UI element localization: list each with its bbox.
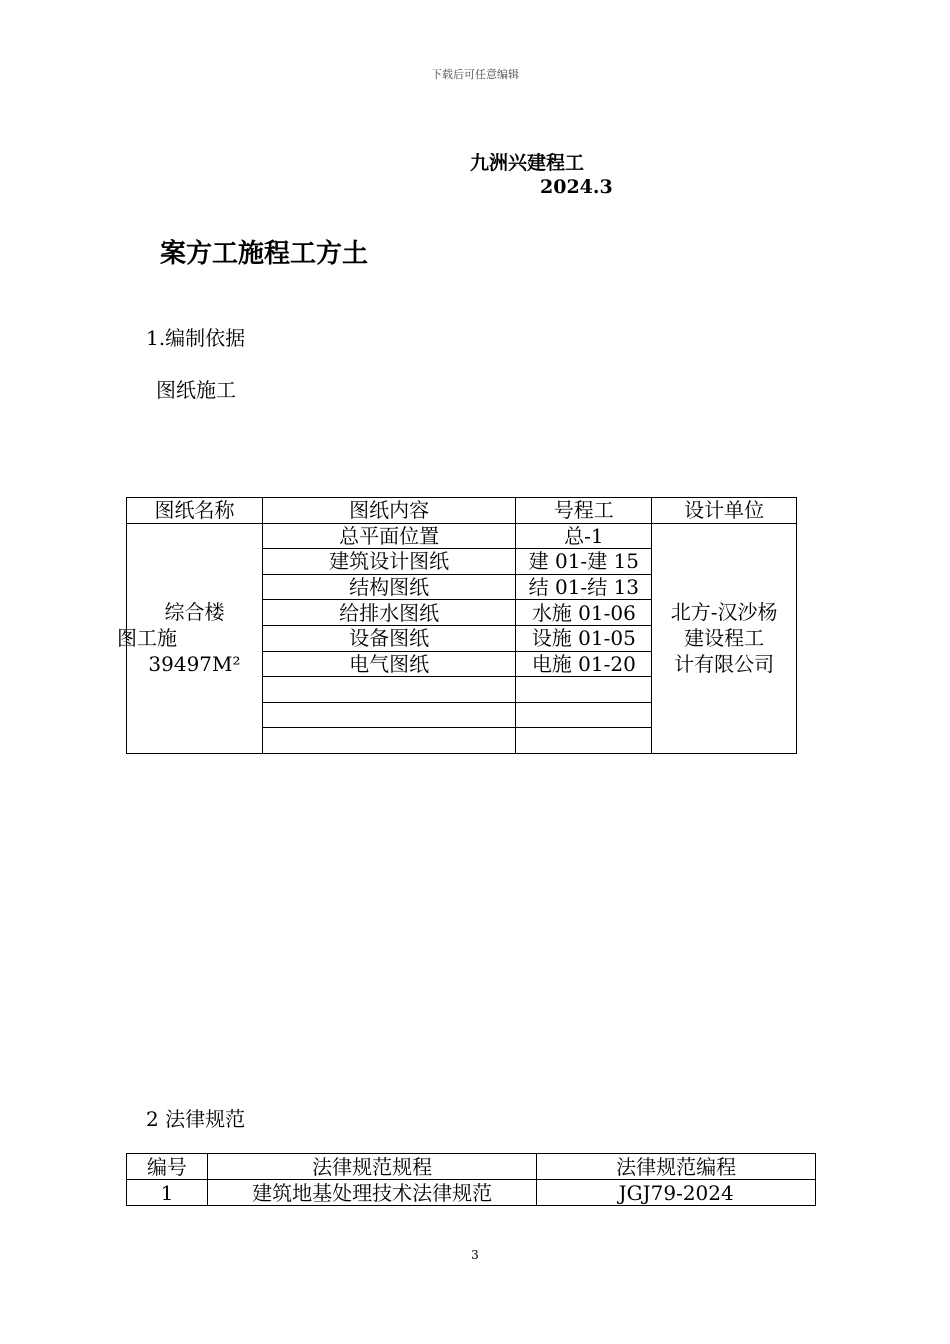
section1-subheading: 图纸施工 bbox=[156, 378, 236, 402]
drawing-area: 39497M² bbox=[148, 652, 241, 677]
page-number: 3 bbox=[471, 1248, 479, 1262]
drawing-number: 电施 01-20 bbox=[516, 651, 652, 677]
drawing-content: 结构图纸 bbox=[262, 574, 516, 600]
drawing-content: 建筑设计图纸 bbox=[262, 549, 516, 575]
drawing-number: 设施 01-05 bbox=[516, 625, 652, 651]
header-cell: 图纸内容 bbox=[262, 498, 516, 524]
document-date: 2024.3 bbox=[540, 176, 613, 198]
design-unit-cell bbox=[652, 523, 797, 753]
regulations-table bbox=[126, 1153, 816, 1206]
drawing-name-cell bbox=[117, 523, 263, 753]
drawing-number bbox=[516, 677, 652, 703]
drawing-number: 水施 01-06 bbox=[516, 600, 652, 626]
document-title: 案方工施程工方土 bbox=[160, 239, 369, 269]
drawing-number bbox=[516, 728, 652, 754]
regulation-index: 1 bbox=[127, 1180, 208, 1206]
header-note: 下载后可任意编辑 bbox=[431, 68, 519, 81]
design-unit-line: 北方-汉沙杨 bbox=[670, 600, 778, 625]
drawing-name-line: 综合楼 bbox=[164, 600, 225, 625]
drawing-content bbox=[262, 677, 516, 703]
drawings-table bbox=[117, 497, 797, 754]
header-cell: 编号 bbox=[127, 1154, 208, 1180]
header-cell: 法律规范编程 bbox=[537, 1154, 816, 1180]
regulation-name: 建筑地基处理技术法律规范 bbox=[207, 1180, 536, 1206]
drawing-content bbox=[262, 728, 516, 754]
drawing-content: 总平面位置 bbox=[262, 523, 516, 549]
drawing-content: 给排水图纸 bbox=[262, 600, 516, 626]
drawing-content bbox=[262, 702, 516, 728]
header-cell: 号程工 bbox=[516, 498, 652, 524]
table-row bbox=[127, 523, 797, 549]
drawing-number: 结 01-结 13 bbox=[516, 574, 652, 600]
regulation-code: JGJ79-2024 bbox=[537, 1180, 816, 1206]
drawing-number bbox=[516, 702, 652, 728]
design-unit-line: 建设程工 bbox=[684, 626, 765, 651]
company-name: 九洲兴建程工 bbox=[470, 152, 585, 174]
drawing-content: 设备图纸 bbox=[262, 625, 516, 651]
section1-heading: 1.编制依据 bbox=[146, 326, 246, 350]
drawing-number: 建 01-建 15 bbox=[516, 549, 652, 575]
table-row bbox=[127, 1180, 816, 1206]
section2-heading: 2 法律规范 bbox=[146, 1107, 246, 1131]
header-cell: 设计单位 bbox=[652, 498, 797, 524]
drawing-number: 总-1 bbox=[516, 523, 652, 549]
drawing-name-line: 图工施 bbox=[117, 626, 177, 651]
drawing-content: 电气图纸 bbox=[262, 651, 516, 677]
table-header-row bbox=[127, 1154, 816, 1180]
header-cell: 法律规范规程 bbox=[207, 1154, 536, 1180]
header-cell: 图纸名称 bbox=[127, 498, 263, 524]
table-header-row bbox=[127, 498, 797, 524]
design-unit-line: 计有限公司 bbox=[674, 652, 775, 677]
